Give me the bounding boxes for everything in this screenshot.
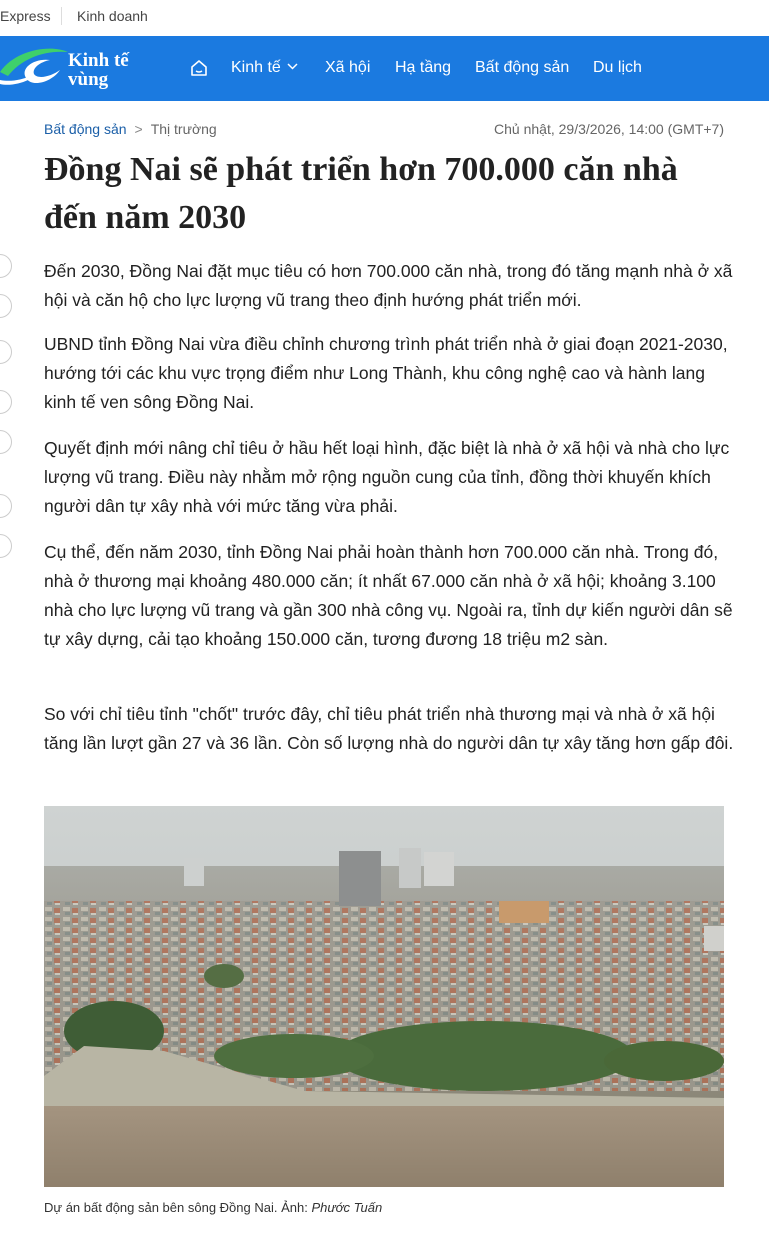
nav-item-ha-tang[interactable]: Hạ tầng [395,59,452,76]
article-paragraph: UBND tỉnh Đồng Nai vừa điều chỉnh chương trình phát triển nhà ở giai đoạn 2021-2030, hướng tới các khu vực trọng điểm như Long Thành, khu công nghệ cao và hành lang kinh tế ven sông Đồng Nai. [44,334,728,412]
section-link[interactable]: Kinh doanh [77,8,148,24]
share-twitter-icon[interactable] [0,294,12,318]
more-icon[interactable] [0,534,12,558]
article-lead: Đến 2030, Đồng Nai đặt mục tiêu có hơn 700.000 căn nhà, trong đó tăng mạnh nhà ở xã hội và căn hộ cho lực lượng vũ trang theo định hướng phát triển mới. [44,261,733,310]
breadcrumb [44,121,217,137]
home-icon[interactable] [189,58,209,78]
publish-date: Chủ nhật, 29/3/2026, 14:00 (GMT+7) [494,121,724,137]
nav-item-bat-dong-san[interactable]: Bất động sản [475,59,570,76]
divider [61,7,62,25]
logo-swoosh-icon[interactable] [0,42,70,92]
photo-caption: Dự án bất động sản bên sông Đồng Nai. Ảnh: Phước Tuấn [44,1200,383,1215]
print-icon[interactable] [0,494,12,518]
chevron-right-icon: > [134,121,143,137]
article-paragraph: Quyết định mới nâng chỉ tiêu ở hầu hết loại hình, đặc biệt là nhà ở xã hội và nhà cho lực lượng vũ trang. Điều này nhằm mở rộng nguồn cung của tỉnh, đồng thời khuyến khích người dân tự xây nhà với mức tăng vừa phải. [44,438,730,516]
nav-item-xa-hoi[interactable]: Xã hội [325,59,371,76]
logo-text[interactable] [68,51,129,89]
aerial-city-image [44,806,724,1187]
breadcrumb-subcategory[interactable]: Thị trường [150,121,217,137]
share-link-icon[interactable] [0,340,12,364]
logo-line-1: Kinh tế [68,50,129,71]
save-icon[interactable] [0,390,12,414]
chevron-down-icon [287,63,298,70]
article-paragraph: So với chỉ tiêu tỉnh "chốt" trước đây, chỉ tiêu phát triển nhà thương mại và nhà ở xã hội tăng lần lượt gần 27 và 36 lần. Còn số lượng nhà do người dân tự xây tăng hơn gấp đôi. [44,704,734,753]
nav-item-kinh-te[interactable]: Kinh tế [231,59,298,77]
share-facebook-icon[interactable] [0,254,12,278]
article-paragraph: Cụ thể, đến năm 2030, tỉnh Đồng Nai phải hoàn thành hơn 700.000 căn nhà. Trong đó, nhà ở thương mại khoảng 480.000 căn; ít nhất 67.000 căn nhà ở xã hội; khoảng 3.100 nhà cho lực lượng vũ trang và gần 300 nhà công vụ. Ngoài ra, tỉnh dự kiến người dân sẽ tự xây dựng, cải tạo khoảng 150.000 căn, tương đương 18 triệu m2 sàn. [44,542,733,649]
comment-icon[interactable] [0,430,12,454]
breadcrumb-category[interactable]: Bất động sản [44,121,127,137]
article-photo [44,806,724,1187]
top-bar [0,0,769,34]
photo-author: Phước Tuấn [311,1200,383,1215]
main-nav [0,36,769,101]
logo-line-2: vùng [68,69,109,90]
article-title: Đồng Nai sẽ phát triển hơn 700.000 căn nhà đến năm 2030 [44,151,678,236]
brand-link[interactable]: Express [0,8,51,24]
nav-item-du-lich[interactable]: Du lịch [593,59,642,76]
